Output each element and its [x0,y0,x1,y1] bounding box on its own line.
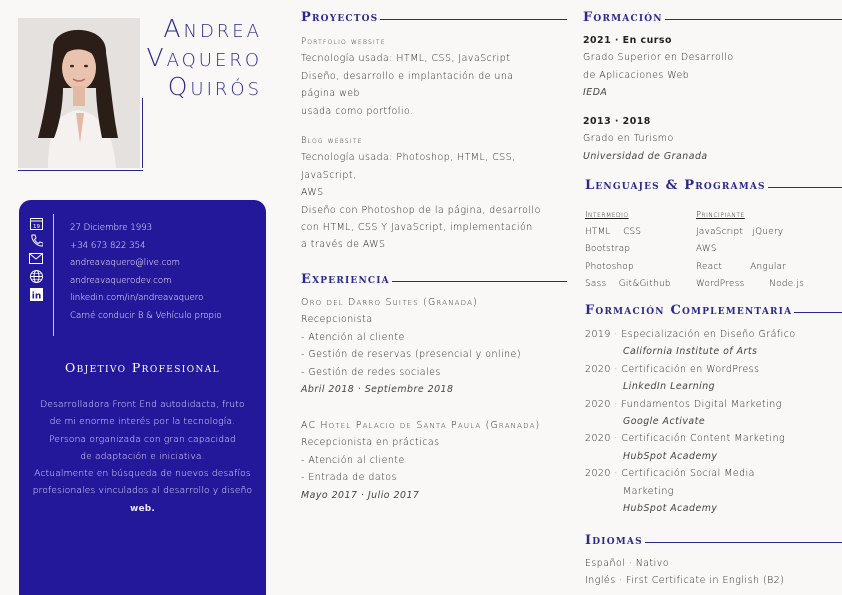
education-year: 2021 · En curso [583,35,672,46]
skill: Angular [750,261,787,272]
section-proyectos-header [301,10,567,25]
course-item: 2020 · Fundamentos Digital Marketing [585,398,782,410]
section-lenguajes-header [585,178,842,193]
course-title: Certificación en WordPress [621,363,760,375]
job-task: - Entrada de datos [301,472,397,484]
section-rule [645,542,842,543]
objective-text [19,397,266,518]
course-list [585,326,796,517]
course-org: Google Activate [623,416,706,428]
project-line: Diseño con Photoshop de la página, desarrollo [301,204,541,216]
phone-number[interactable]: +34 673 822 354 [70,240,146,251]
project-line: Tecnología usada: Photoshop, HTML, CSS, [301,152,516,164]
objective-line: de mi enorme interés por la tecnología. [49,417,236,428]
linkedin-glyph: in [31,291,41,301]
skill: React [696,261,723,272]
course-title: Certificación Content Marketing [621,433,786,445]
course-year: 2020 [585,363,611,375]
sidebar-panel [19,200,266,595]
course-org: HubSpot Academy [623,450,718,462]
section-complementaria-header [585,303,842,318]
skill: Bootstrap [585,244,631,255]
project-line: página web [301,88,360,100]
skill: JavaScript [696,226,744,237]
job-task: - Gestión de redes sociales [301,366,441,378]
name-line-3: Quirós [167,72,262,101]
course-org: California Institute of Arts [623,346,758,358]
driving-license: Carné conducir B & Vehículo propio [70,310,222,321]
name-line-1: Andrea [163,14,262,43]
section-title: Experiencia [301,272,390,287]
course-item: 2019 · Especialización en Diseño Gráfico [585,329,796,340]
course-year: 2020 [585,433,611,445]
skill: jQuery [752,226,784,237]
course-year: 2019 [585,329,611,340]
course-title-cont: Marketing [623,485,674,497]
intermedio-label: Intermedio [585,209,629,219]
section-idiomas-header [585,533,842,548]
objective-line: Desarrolladora Front End autodidacta, fruto [40,400,245,410]
course-year: 2020 [585,468,611,480]
language-item: Español · Nativo [585,558,670,569]
skill: CSS [623,226,642,237]
objective-line: web. [129,503,156,514]
section-title: Idiomas [585,533,643,548]
photo-frame-line-vertical [142,98,143,168]
project-blog [301,132,541,254]
project-line: Diseño, desarrollo e implantación de una [301,70,514,82]
job-company: AC Hotel Palacio de Santa Paula (Granada) [301,420,541,431]
course-title: Certificación Social Media [621,468,755,480]
section-rule [380,19,567,20]
globe-icon [29,269,43,283]
contact-divider [53,214,54,336]
project-line: Tecnología usada: HTML, CSS, JavaScript [301,53,511,65]
name-line-2: Vaquero [146,43,262,72]
education-ieda [583,32,734,102]
photo-frame-line-horizontal [18,170,143,171]
language-list [585,555,784,590]
project-line: usada como portfolio. [301,105,414,117]
contact-icons [29,216,45,305]
job-task: - Gestión de reservas (presencial y online) [301,349,521,361]
job-company: Oro del Darro Suites (Granada) [301,297,478,308]
objective-line: Persona organizada con gran capacidad [49,434,236,445]
mail-icon [29,252,43,266]
job-task: - Atención al cliente [301,331,405,343]
project-line: a través de AWS [301,239,386,251]
job-role: Recepcionista en prácticas [301,437,440,449]
education-ugr [583,113,708,165]
course-item: 2020 · Certificación en WordPress [585,363,760,375]
objective-line: Actualmente en búsqueda de nuevos desafíos [34,469,251,480]
section-formacion-header [583,10,842,25]
section-rule [768,187,842,188]
section-rule [392,281,567,282]
skill: Node.js [769,279,805,290]
education-title: de Aplicaciones Web [583,69,690,81]
section-rule [794,312,842,313]
calendar-day: 19 [32,223,40,230]
course-title: Especialización en Diseño Gráfico [621,329,796,340]
job-dates: Mayo 2017 · Julio 2017 [301,489,420,501]
project-title: Blog website [301,135,363,145]
skill: AWS [696,244,717,255]
profile-photo [18,18,140,168]
website-link[interactable]: andreavaquerodev.com [70,275,172,286]
job-task: - Atención al cliente [301,454,405,466]
skill: Git&Github [618,279,671,290]
course-org: HubSpot Academy [623,503,718,515]
section-title: Formación Complementaria [585,303,793,318]
course-title: Fundamentos Digital Marketing [621,398,782,410]
project-title: Portfolio website [301,36,386,46]
phone-icon [29,234,43,248]
linkedin-icon [29,287,43,301]
section-title: Formación [583,10,663,25]
principiante-label: Principiante [696,209,745,219]
skill: Sass [585,279,607,290]
intermedio-column [585,206,671,294]
job-role: Recepcionista [301,314,373,326]
job-oro-del-darro [301,294,521,398]
project-line: AWS [301,187,324,199]
course-item: 2020 · Certificación Social Media [585,468,755,480]
section-title: Proyectos [301,10,379,25]
birth-date: 27 Diciembre 1993 [70,223,153,233]
section-title: Lenguajes & Programas [585,178,766,193]
education-title: Grado en Turismo [583,133,674,145]
contact-list [70,220,222,326]
course-org: LinkedIn Learning [623,381,716,393]
job-ac-hotel [301,417,540,504]
email-link[interactable]: andreavaquero@live.com [70,258,181,269]
job-dates: Abril 2018 · Septiembre 2018 [301,384,454,396]
language-item: Inglés · First Certificate in English (B2) [585,575,785,587]
section-experiencia-header [301,272,567,287]
project-line: con HTML, CSS Y JavaScript, implementación [301,222,533,234]
skill: Photoshop [585,261,634,272]
objective-line: profesionales vinculados al desarrollo y diseño [32,486,253,497]
skill: WordPress [696,279,745,290]
education-title: Grado Superior en Desarrollo [583,52,734,64]
project-portfolio [301,33,514,120]
linkedin-link[interactable]: linkedin.com/in/andreavaquero [70,293,204,304]
course-item: 2020 · Certificación Content Marketing [585,433,786,445]
course-year: 2020 [585,398,611,410]
education-school: IEDA [583,87,608,99]
skill: HTML [585,226,611,237]
section-rule [665,19,842,20]
objective-title: Objetivo Profesional [64,360,221,375]
education-school: Universidad de Granada [583,150,708,162]
principiante-column [696,206,804,294]
project-line: JavaScript, [301,169,357,181]
objective-line: de adaptación e iniciativa. [80,451,205,462]
calendar-icon [29,216,43,230]
education-year: 2013 · 2018 [583,116,651,127]
